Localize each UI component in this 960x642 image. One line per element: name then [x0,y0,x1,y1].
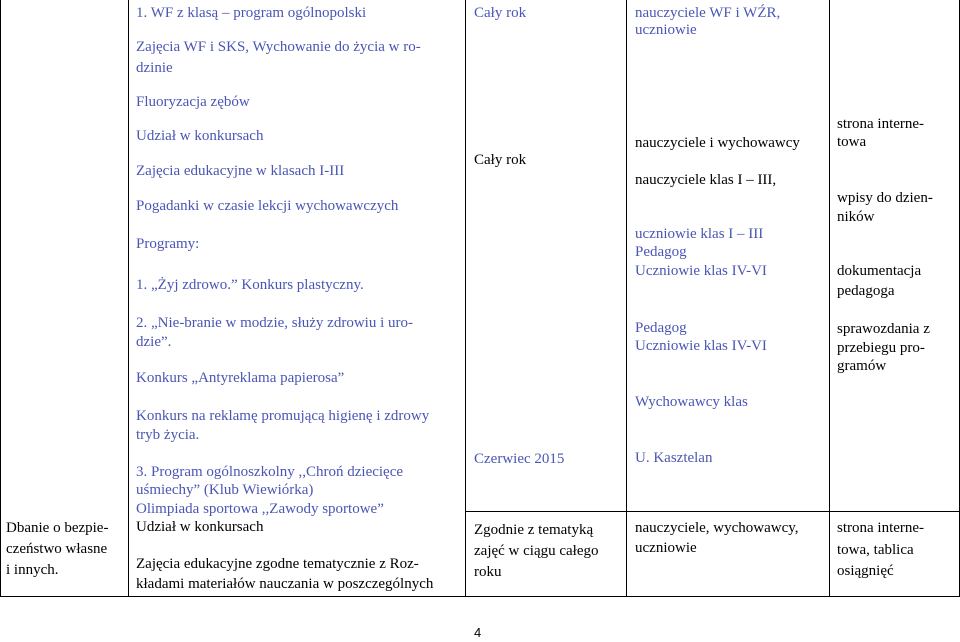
activity-wf-sks-line-1: Zajęcia WF i SKS, Wychowanie do życia w ro- [136,39,421,55]
activity-nie-branie-line-1: 2. „Nie-branie w modzie, służy zdrowiu i uro- [136,315,413,331]
responsible-uczniowie-iv-vi-2: Uczniowie klas IV-VI [635,338,767,354]
activity-zajecia-rozklady-line-1: Zajęcia edukacyjne zgodne tematycznie z Roz- [136,556,419,572]
activity-reklama-higiena-line-2: tryb życia. [136,427,200,443]
activity-reklama-higiena-line-1: Konkurs na reklamę promującą higienę i zdrowy [136,408,430,424]
responsible-nauczyciele-wychowawcy: nauczyciele i wychowawcy [635,135,800,151]
table-border-left [0,0,1,597]
column-divider-4 [829,0,830,597]
row-divider [465,511,960,512]
responsible-wf-line-1: nauczyciele WF i WŹR, [635,5,781,21]
column-divider-2 [465,0,466,597]
responsible-uczniowie-iv-vi-1: Uczniowie klas IV-VI [635,263,767,279]
column-divider-3 [626,0,627,597]
term-czerwiec-2015: Czerwiec 2015 [474,451,565,467]
activity-chron-usmiechy-line-1: 3. Program ogólnoszkolny ,,Chroń dziecięce [136,464,404,480]
activity-zajecia-i-iii: Zajęcia edukacyjne w klasach I-III [136,163,345,179]
evidence-strona-tablica-line-1: strona interne- [837,520,925,536]
evidence-dokumentacja-line-2: pedagoga [837,283,895,299]
responsible-nauczyciele-wychowawcy-uczniowie-line-2: uczniowie [635,540,697,556]
term-zgodnie-line-3: roku [474,564,502,580]
activity-programy-heading: Programy: [136,236,200,252]
activity-pogadanki: Pogadanki w czasie lekcji wychowawczych [136,198,399,214]
activity-zyj-zdrowo: 1. „Żyj zdrowo.” Konkurs plastyczny. [136,277,364,293]
responsible-pedagog-1: Pedagog [635,244,687,260]
responsible-nauczyciele-klas: nauczyciele klas I – III, [635,172,777,188]
activity-olimpiada: Olimpiada sportowa ,,Zawody sportowe” [136,501,384,517]
evidence-sprawozdania-line-2: przebiegu pro- [837,340,925,356]
responsible-nauczyciele-wychowawcy-uczniowie-line-1: nauczyciele, wychowawcy, [635,520,799,536]
responsible-wf-line-2: uczniowie [635,22,697,38]
activity-wf-program: 1. WF z klasą – program ogólnopolski [136,5,367,21]
term-caly-rok-2: Cały rok [474,152,527,168]
activity-antyreklama: Konkurs „Antyreklama papierosa” [136,370,345,386]
term-caly-rok-1: Cały rok [474,5,527,21]
activity-zajecia-rozklady-line-2: kładami materiałów nauczania w poszczególnych [136,576,434,592]
area-label-line-1: Dbanie o bezpie- [6,520,109,536]
evidence-sprawozdania-line-1: sprawozdania z [837,321,930,337]
responsible-pedagog-2: Pedagog [635,320,687,336]
evidence-dokumentacja-line-1: dokumentacja [837,263,922,279]
term-zgodnie-line-1: Zgodnie z tematyką [474,522,594,538]
evidence-strona-tablica-line-3: osiągnięć [837,563,894,579]
evidence-strona-line-2: towa [837,134,867,150]
evidence-wpisy-line-2: ników [837,209,875,225]
activity-konkursy-2: Udział w konkursach [136,519,264,535]
area-label-line-2: czeństwo własne [6,541,108,557]
responsible-uczniowie-i-iii: uczniowie klas I – III [635,226,764,242]
evidence-strona-tablica-line-2: towa, tablica [837,542,914,558]
page-number: 4 [474,625,482,640]
area-label-line-3: i innych. [6,562,59,578]
evidence-sprawozdania-line-3: gramów [837,358,887,374]
responsible-wychowawcy-klas: Wychowawcy klas [635,394,748,410]
column-divider-1 [128,0,129,597]
responsible-kasztelan: U. Kasztelan [635,450,713,466]
activity-wf-sks-line-2: dzinie [136,60,173,76]
table-border-bottom [0,596,960,597]
activity-konkursy: Udział w konkursach [136,128,264,144]
evidence-strona-line-1: strona interne- [837,116,925,132]
activity-nie-branie-line-2: dzie”. [136,334,172,350]
evidence-wpisy-line-1: wpisy do dzien- [837,190,933,206]
term-zgodnie-line-2: zajęć w ciągu całego [474,543,599,559]
activity-fluoryzacja: Fluoryzacja zębów [136,94,250,110]
activity-chron-usmiechy-line-2: uśmiechy” (Klub Wiewiórka) [136,482,314,498]
